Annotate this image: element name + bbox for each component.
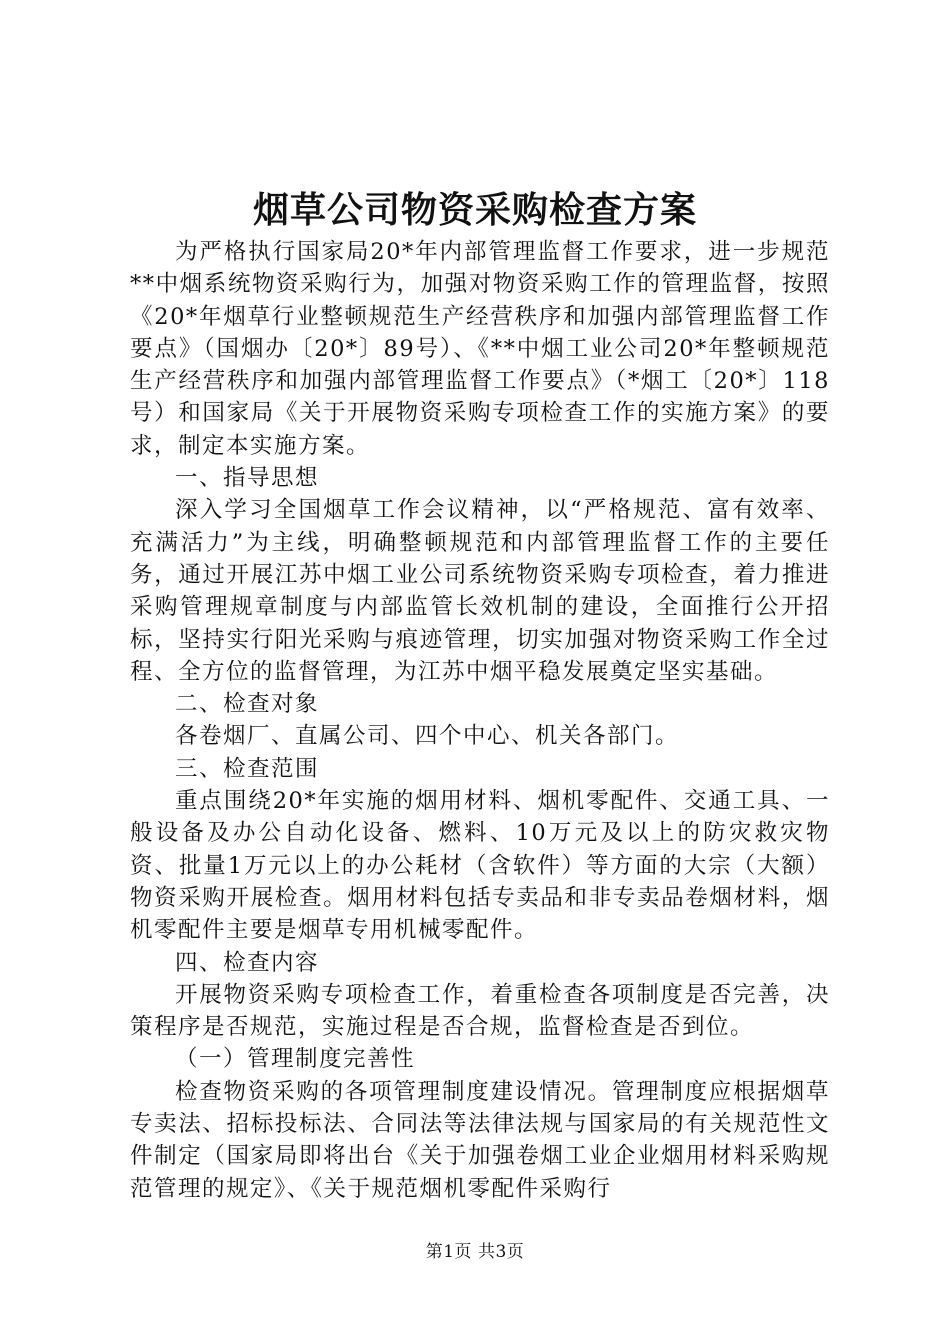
management-system-paragraph: 检查物资采购的各项管理制度建设情况。管理制度应根据烟草专卖法、招标投标法、合同法等法律法规与国家局的有关规范性文件制定（国家局即将出台《关于加强卷烟工业企业烟用材料采购规范管理的规定》、《关于规范烟机零配件采购行 <box>130 1078 830 1202</box>
document-title: 烟草公司物资采购检查方案 <box>252 189 697 231</box>
guiding-ideology-paragraph: 深入学习全国烟草工作会议精神，以“严格规范、富有效率、充满活力”为主线，明确整顿规范和内部管理监督工作的主要任务，通过开展江苏中烟工业公司系统物资采购专项检查，着力推进采购管理规章制度与内部监管长效机制的建设，全面推行公开招标，坚持实行阳光采购与痕迹管理，切实加强对物资采购工作全过程、全方位的监督管理，为江苏中烟平稳发展奠定坚实基础。 <box>130 497 830 685</box>
section-heading-inspection-targets: 二、检查对象 <box>175 691 320 718</box>
page-number-footer: 第1页 共3页 <box>425 1242 525 1262</box>
inspection-content-paragraph: 开展物资采购专项检查工作，着重检查各项制度是否完善，决策程序是否规范，实施过程是否合规，监督检查是否到位。 <box>130 981 830 1041</box>
inspection-targets-paragraph: 各卷烟厂、直属公司、四个中心、机关各部门。 <box>175 723 680 750</box>
document-body <box>130 236 830 1205</box>
intro-paragraph: 为严格执行国家局20*年内部管理监督工作要求，进一步规范**中烟系统物资采购行为，加强对物资采购工作的管理监督，按照《20*年烟草行业整顿规范生产经营秩序和加强内部管理监督工作要点》（国烟办〔20*〕89号）、《**中烟工业公司20*年整顿规范生产经营秩序和加强内部管理监督工作要点》（*烟工〔20*〕118号）和国家局《关于开展物资采购专项检查工作的实施方案》的要求，制定本实施方案。 <box>130 239 830 459</box>
section-heading-inspection-content: 四、检查内容 <box>175 949 320 976</box>
section-heading-guiding-ideology: 一、指导思想 <box>175 465 320 492</box>
inspection-scope-paragraph: 重点围绕20*年实施的烟用材料、烟机零配件、交通工具、一般设备及办公自动化设备、燃料、10万元及以上的防灾救灾物资、批量1万元以上的办公耗材（含软件）等方面的大宗（大额）物资采购开展检查。烟用材料包括专卖品和非专卖品卷烟材料，烟机零配件主要是烟草专用机械零配件。 <box>130 788 830 944</box>
subsection-heading-management-system: （一）管理制度完善性 <box>175 1046 416 1073</box>
section-heading-inspection-scope: 三、检查范围 <box>175 755 320 782</box>
